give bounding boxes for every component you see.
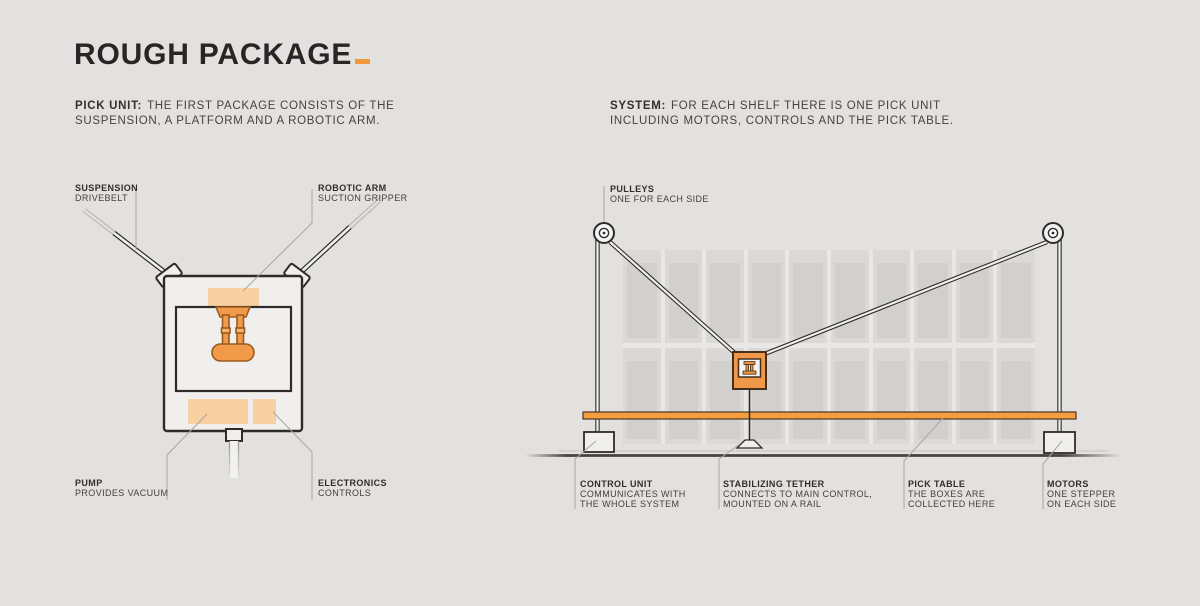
- page-title-text: ROUGH PACKAGE: [74, 38, 353, 71]
- pick-table-rail: [583, 412, 1076, 419]
- pulley-right: [1043, 223, 1063, 243]
- label-robotic-arm: ROBOTIC ARM SUCTION GRIPPER: [318, 183, 408, 204]
- label-electronics: ELECTRONICS CONTROLS: [318, 478, 387, 499]
- stem-socket: [226, 429, 242, 441]
- label-pulleys: PULLEYS ONE FOR EACH SIDE: [610, 184, 709, 205]
- pump-block: [188, 399, 248, 424]
- motor-block: [1044, 432, 1075, 453]
- vacuum-hose: [230, 441, 239, 478]
- label-stabilizing-tether: STABILIZING TETHER CONNECTS TO MAIN CONTROL, MOUNTED ON A RAIL: [723, 479, 873, 509]
- mount-plate: [208, 288, 259, 307]
- label-motors: MOTORS ONE STEPPER ON EACH SIDE: [1047, 479, 1117, 509]
- label-pick-table: PICK TABLE THE BOXES ARE COLLECTED HERE: [908, 479, 996, 509]
- pick-unit-diagram: [84, 189, 382, 500]
- label-control-unit: CONTROL UNIT COMMUNICATES WITH THE WHOLE SYSTEM: [580, 479, 686, 509]
- label-pump: PUMP PROVIDES VACUUM: [75, 478, 169, 499]
- pulley-left: [594, 223, 614, 243]
- pick-unit-heading: PICK UNIT: THE FIRST PACKAGE CONSISTS OF THE SUSPENSION, A PLATFORM AND A ROBOTIC ARM.: [75, 100, 395, 127]
- right-leader-lines: [575, 186, 1062, 509]
- label-suspension: SUSPENSION DRIVEBELT: [75, 183, 139, 204]
- control-unit-block: [584, 432, 614, 452]
- system-heading: SYSTEM: FOR EACH SHELF THERE IS ONE PICK UNIT INCLUDING MOTORS, CONTROLS AND THE PICK TABLE.: [610, 100, 954, 127]
- system-diagram: [525, 186, 1122, 509]
- electronics-block: [253, 399, 276, 424]
- pick-unit-carriage: [733, 352, 766, 389]
- title-underscore-accent: [355, 59, 370, 64]
- page-title: [74, 38, 370, 72]
- drive-belts: [598, 236, 1060, 433]
- tether-foot: [737, 440, 762, 448]
- suspension-belts: [114, 227, 350, 273]
